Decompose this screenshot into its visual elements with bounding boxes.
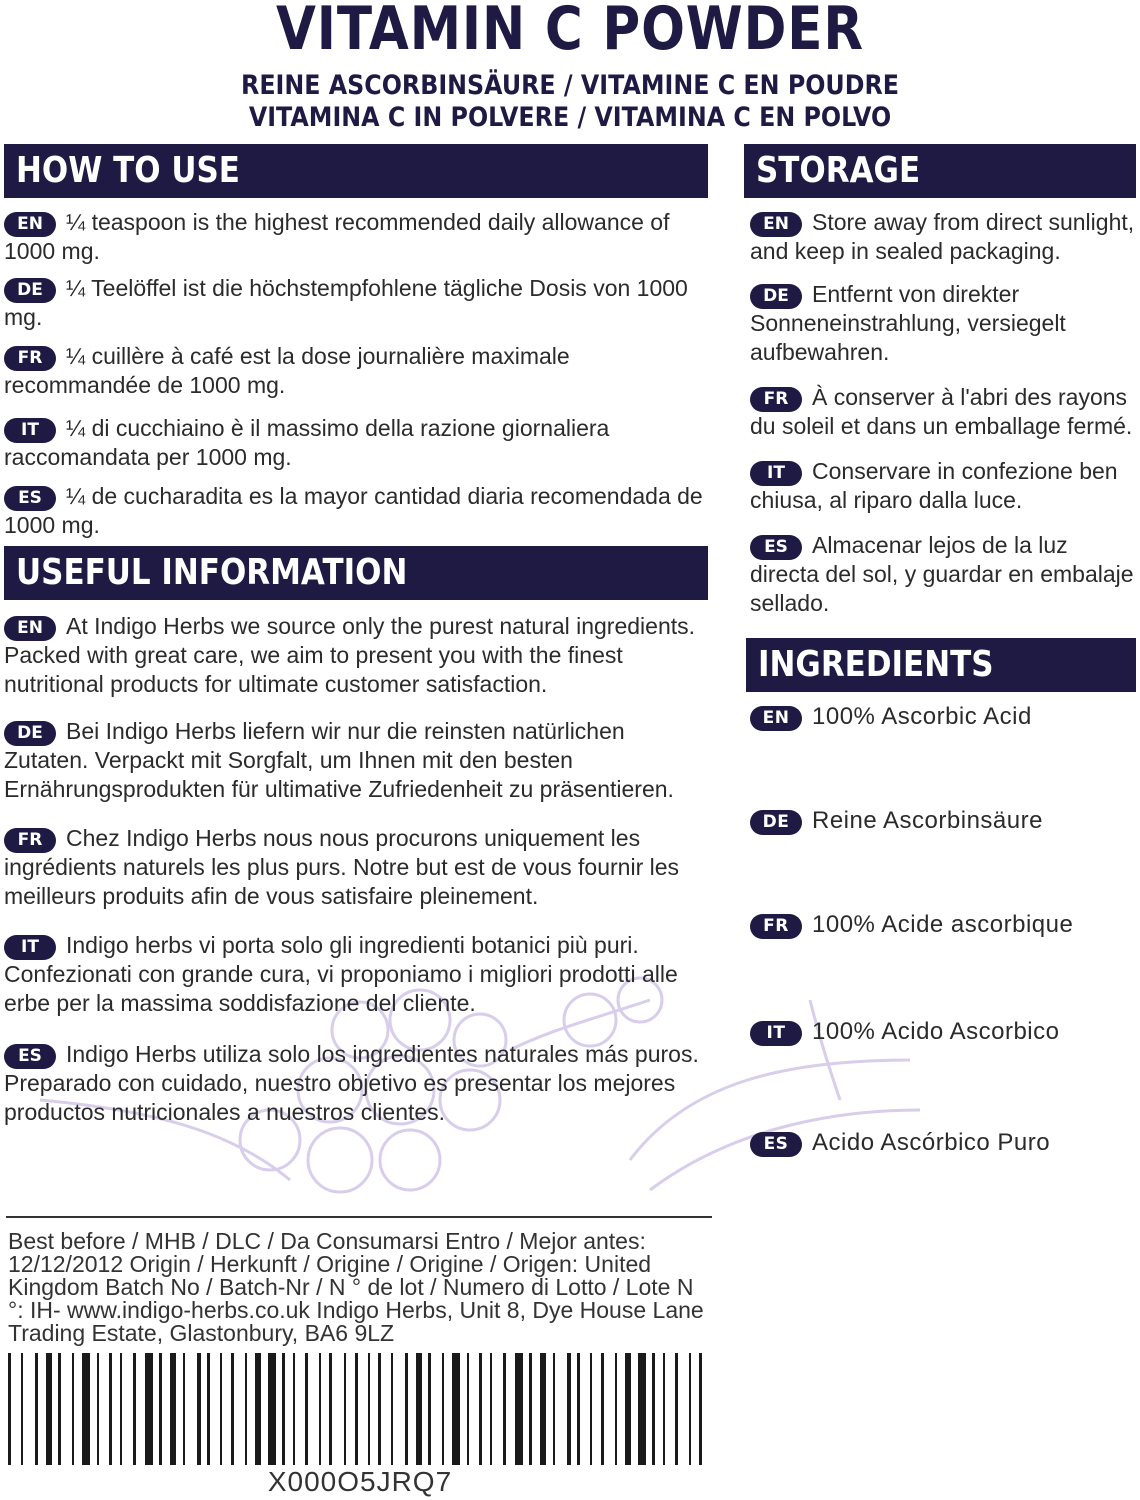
ingredient-entry-en: EN 100% Ascorbic Acid — [750, 702, 1032, 732]
language-badge-en: EN — [4, 212, 56, 237]
barcode-bar — [540, 1353, 546, 1465]
footer-divider — [6, 1216, 712, 1218]
barcode-bar — [207, 1353, 210, 1465]
useful-info-entry-de: DE Bei Indigo Herbs liefern wir nur die reinsten natürlichen Zutaten. Verpackt mit Sorgfalt, um Ihnen mit den besten Ernährungsprodukten für ultimative Zufriedenheit zu präsentieren. — [4, 718, 674, 802]
how-to-use-section — [4, 208, 704, 540]
barcode-bar — [268, 1353, 276, 1465]
barcode-bar — [663, 1353, 665, 1465]
barcode-bar — [305, 1353, 308, 1465]
storage-entry-de: DE Entfernt von direkter Sonneneinstrahlung, versiegelt aufbewahren. — [750, 281, 1066, 365]
barcode-bar — [120, 1353, 122, 1465]
barcode-bar — [428, 1353, 431, 1465]
how-to-use-heading: HOW TO USE — [4, 144, 708, 198]
barcode-bar — [405, 1353, 408, 1465]
barcode-bar — [368, 1353, 370, 1465]
footer-info-text: Best before / MHB / DLC / Da Consumarsi Entro / Mejor antes: 12/12/2012 Origin / Herkunft / Origine / Origine / Origen: United Kingdom Batch No / Batch-Nr / N ° de lot / Numero di Lotto / Lote N °: IH- www.indigo-herbs.co.uk Indigo Herbs, Unit 8, Dye House Lane Trading Estate, Glastonbury, BA6 9LZ — [8, 1228, 704, 1346]
barcode-bar — [133, 1353, 136, 1465]
barcode-bar — [220, 1353, 222, 1465]
language-badge-fr: FR — [4, 828, 56, 853]
barcode-bar — [245, 1353, 247, 1465]
barcode-bar — [601, 1353, 604, 1465]
useful-info-entry-fr: FR Chez Indigo Herbs nous nous procurons uniquement les ingrédients naturels les plus purs. Notre but est de vous fournir les meilleurs produits afin de vous satisfaire pleinement. — [4, 825, 680, 909]
barcode-bar — [109, 1353, 112, 1465]
barcode-bar — [46, 1353, 52, 1465]
language-badge-fr: FR — [750, 387, 802, 412]
barcode-bar — [231, 1353, 234, 1465]
barcode-bar — [638, 1353, 646, 1465]
barcode-bar — [689, 1353, 691, 1465]
useful-info-entry-it: IT Indigo herbs vi porta solo gli ingredienti botanici più puri. Confezionati con grande cura, vi proponiamo i migliori prodotti alle erbe per la massima soddisfazione del cliente. — [4, 932, 678, 1016]
barcode-bar — [319, 1353, 321, 1465]
storage-section — [750, 208, 1140, 618]
language-badge-en: EN — [750, 212, 802, 237]
ingredients-heading: INGREDIENTS — [746, 638, 1136, 692]
how-to-use-entry-de: DE ¼ Teelöffel ist die höchstempfohlene tägliche Dosis von 1000 mg. — [4, 275, 688, 330]
barcode-bar — [416, 1353, 422, 1465]
barcode-bar — [479, 1353, 482, 1465]
language-badge-it: IT — [4, 418, 56, 443]
barcode-bar — [255, 1353, 261, 1465]
barcode-bar — [197, 1353, 201, 1465]
language-badge-es: ES — [750, 535, 802, 560]
language-badge-it: IT — [4, 935, 56, 960]
how-to-use-entry-fr: FR ¼ cuillère à café est la dose journalière maximale recommandée de 1000 mg. — [4, 343, 570, 398]
barcode-bar — [72, 1353, 74, 1465]
barcode-bar — [515, 1353, 523, 1465]
barcode-bar — [391, 1353, 393, 1465]
barcode-bar — [675, 1353, 678, 1465]
barcode-bar — [467, 1353, 469, 1465]
barcode-bar — [145, 1353, 153, 1465]
language-badge-fr: FR — [4, 346, 56, 371]
language-badge-it: IT — [750, 1021, 802, 1046]
useful-information-section — [4, 612, 710, 1127]
storage-entry-fr: FR À conserver à l'abri des rayons du soleil et dans un emballage fermé. — [750, 384, 1133, 439]
language-badge-de: DE — [4, 721, 56, 746]
language-badge-de: DE — [4, 278, 56, 303]
language-badge-es: ES — [4, 1044, 56, 1069]
barcode-bar — [170, 1353, 176, 1465]
barcode-bar — [553, 1353, 555, 1465]
barcode-bar — [82, 1353, 90, 1465]
barcode-bar — [652, 1353, 655, 1465]
barcode-bar — [452, 1353, 460, 1465]
useful-info-entry-es: ES Indigo Herbs utiliza solo los ingredientes naturales más puros. Preparado con cuidado, nuestro objetivo es presentar los mejores productos nutricionales a nuestros clientes. — [4, 1041, 699, 1125]
barcode-bar — [615, 1353, 617, 1465]
barcode-bar — [58, 1353, 61, 1465]
barcode-number: X000O5JRQ7 — [267, 1466, 453, 1497]
barcode-bar — [577, 1353, 580, 1465]
barcode-bar — [378, 1353, 381, 1465]
barcode-bar — [442, 1353, 444, 1465]
barcode-bar — [282, 1353, 285, 1465]
storage-entry-es: ES Almacenar lejos de la luz directa del sol, y guardar en embalaje sellado. — [750, 532, 1134, 616]
barcode-bar — [8, 1353, 11, 1465]
how-to-use-entry-en: EN ¼ teaspoon is the highest recommended daily allowance of 1000 mg. — [4, 209, 670, 264]
subtitle-line-2: VITAMINA C IN POLVERE / VITAMINA C EN POLVO — [248, 102, 892, 133]
ingredients-section — [750, 700, 1140, 1180]
how-to-use-entry-it: IT ¼ di cucchiaino è il massimo della razione giornaliera raccomandata per 1000 mg. — [4, 415, 610, 470]
language-badge-en: EN — [750, 706, 802, 731]
language-badge-en: EN — [4, 616, 56, 641]
language-badge-de: DE — [750, 284, 802, 309]
page-title: VITAMIN C POWDER — [276, 0, 864, 64]
barcode-bar — [490, 1353, 492, 1465]
how-to-use-entry-es: ES ¼ de cucharadita es la mayor cantidad diaria recomendada de 1000 mg. — [4, 483, 703, 538]
language-badge-es: ES — [4, 486, 56, 511]
subtitle-line-1: REINE ASCORBINSÄURE / VITAMINE C EN POUDRE — [241, 70, 899, 101]
storage-entry-it: IT Conservare in confezione ben chiusa, al riparo dalla luce. — [750, 458, 1118, 513]
barcode-bar — [97, 1353, 99, 1465]
ingredient-entry-es: ES Acido Ascórbico Puro — [750, 1128, 1050, 1158]
barcode-bar — [183, 1353, 185, 1465]
barcode-bar — [625, 1353, 631, 1465]
barcode-bar — [567, 1353, 571, 1465]
barcode-bar — [503, 1353, 506, 1465]
ingredient-entry-de: DE Reine Ascorbinsäure — [750, 806, 1043, 836]
barcode-bar — [355, 1353, 358, 1465]
ingredient-entry-fr: FR 100% Acide ascorbique — [750, 910, 1073, 940]
language-badge-es: ES — [750, 1132, 802, 1157]
barcode-bar — [21, 1353, 23, 1465]
storage-heading: STORAGE — [744, 144, 1136, 198]
barcode-bar — [35, 1353, 38, 1465]
barcode-bar — [329, 1353, 332, 1465]
barcode-bar — [590, 1353, 592, 1465]
barcode-bar — [293, 1353, 295, 1465]
barcode — [8, 1353, 704, 1465]
barcode-bar — [529, 1353, 532, 1465]
useful-information-heading: USEFUL INFORMATION — [4, 546, 708, 600]
ingredient-entry-it: IT 100% Acido Ascorbico — [750, 1017, 1059, 1047]
storage-entry-en: EN Store away from direct sunlight, and keep in sealed packaging. — [750, 209, 1135, 264]
language-badge-de: DE — [750, 810, 802, 835]
language-badge-fr: FR — [750, 914, 802, 939]
useful-info-entry-en: EN At Indigo Herbs we source only the purest natural ingredients. Packed with great care, we aim to present you with the finest nutritional products for ultimate customer satisfaction. — [4, 613, 696, 697]
barcode-bar — [344, 1353, 346, 1465]
barcode-bar — [699, 1353, 702, 1465]
barcode-bar — [159, 1353, 162, 1465]
language-badge-it: IT — [750, 461, 802, 486]
